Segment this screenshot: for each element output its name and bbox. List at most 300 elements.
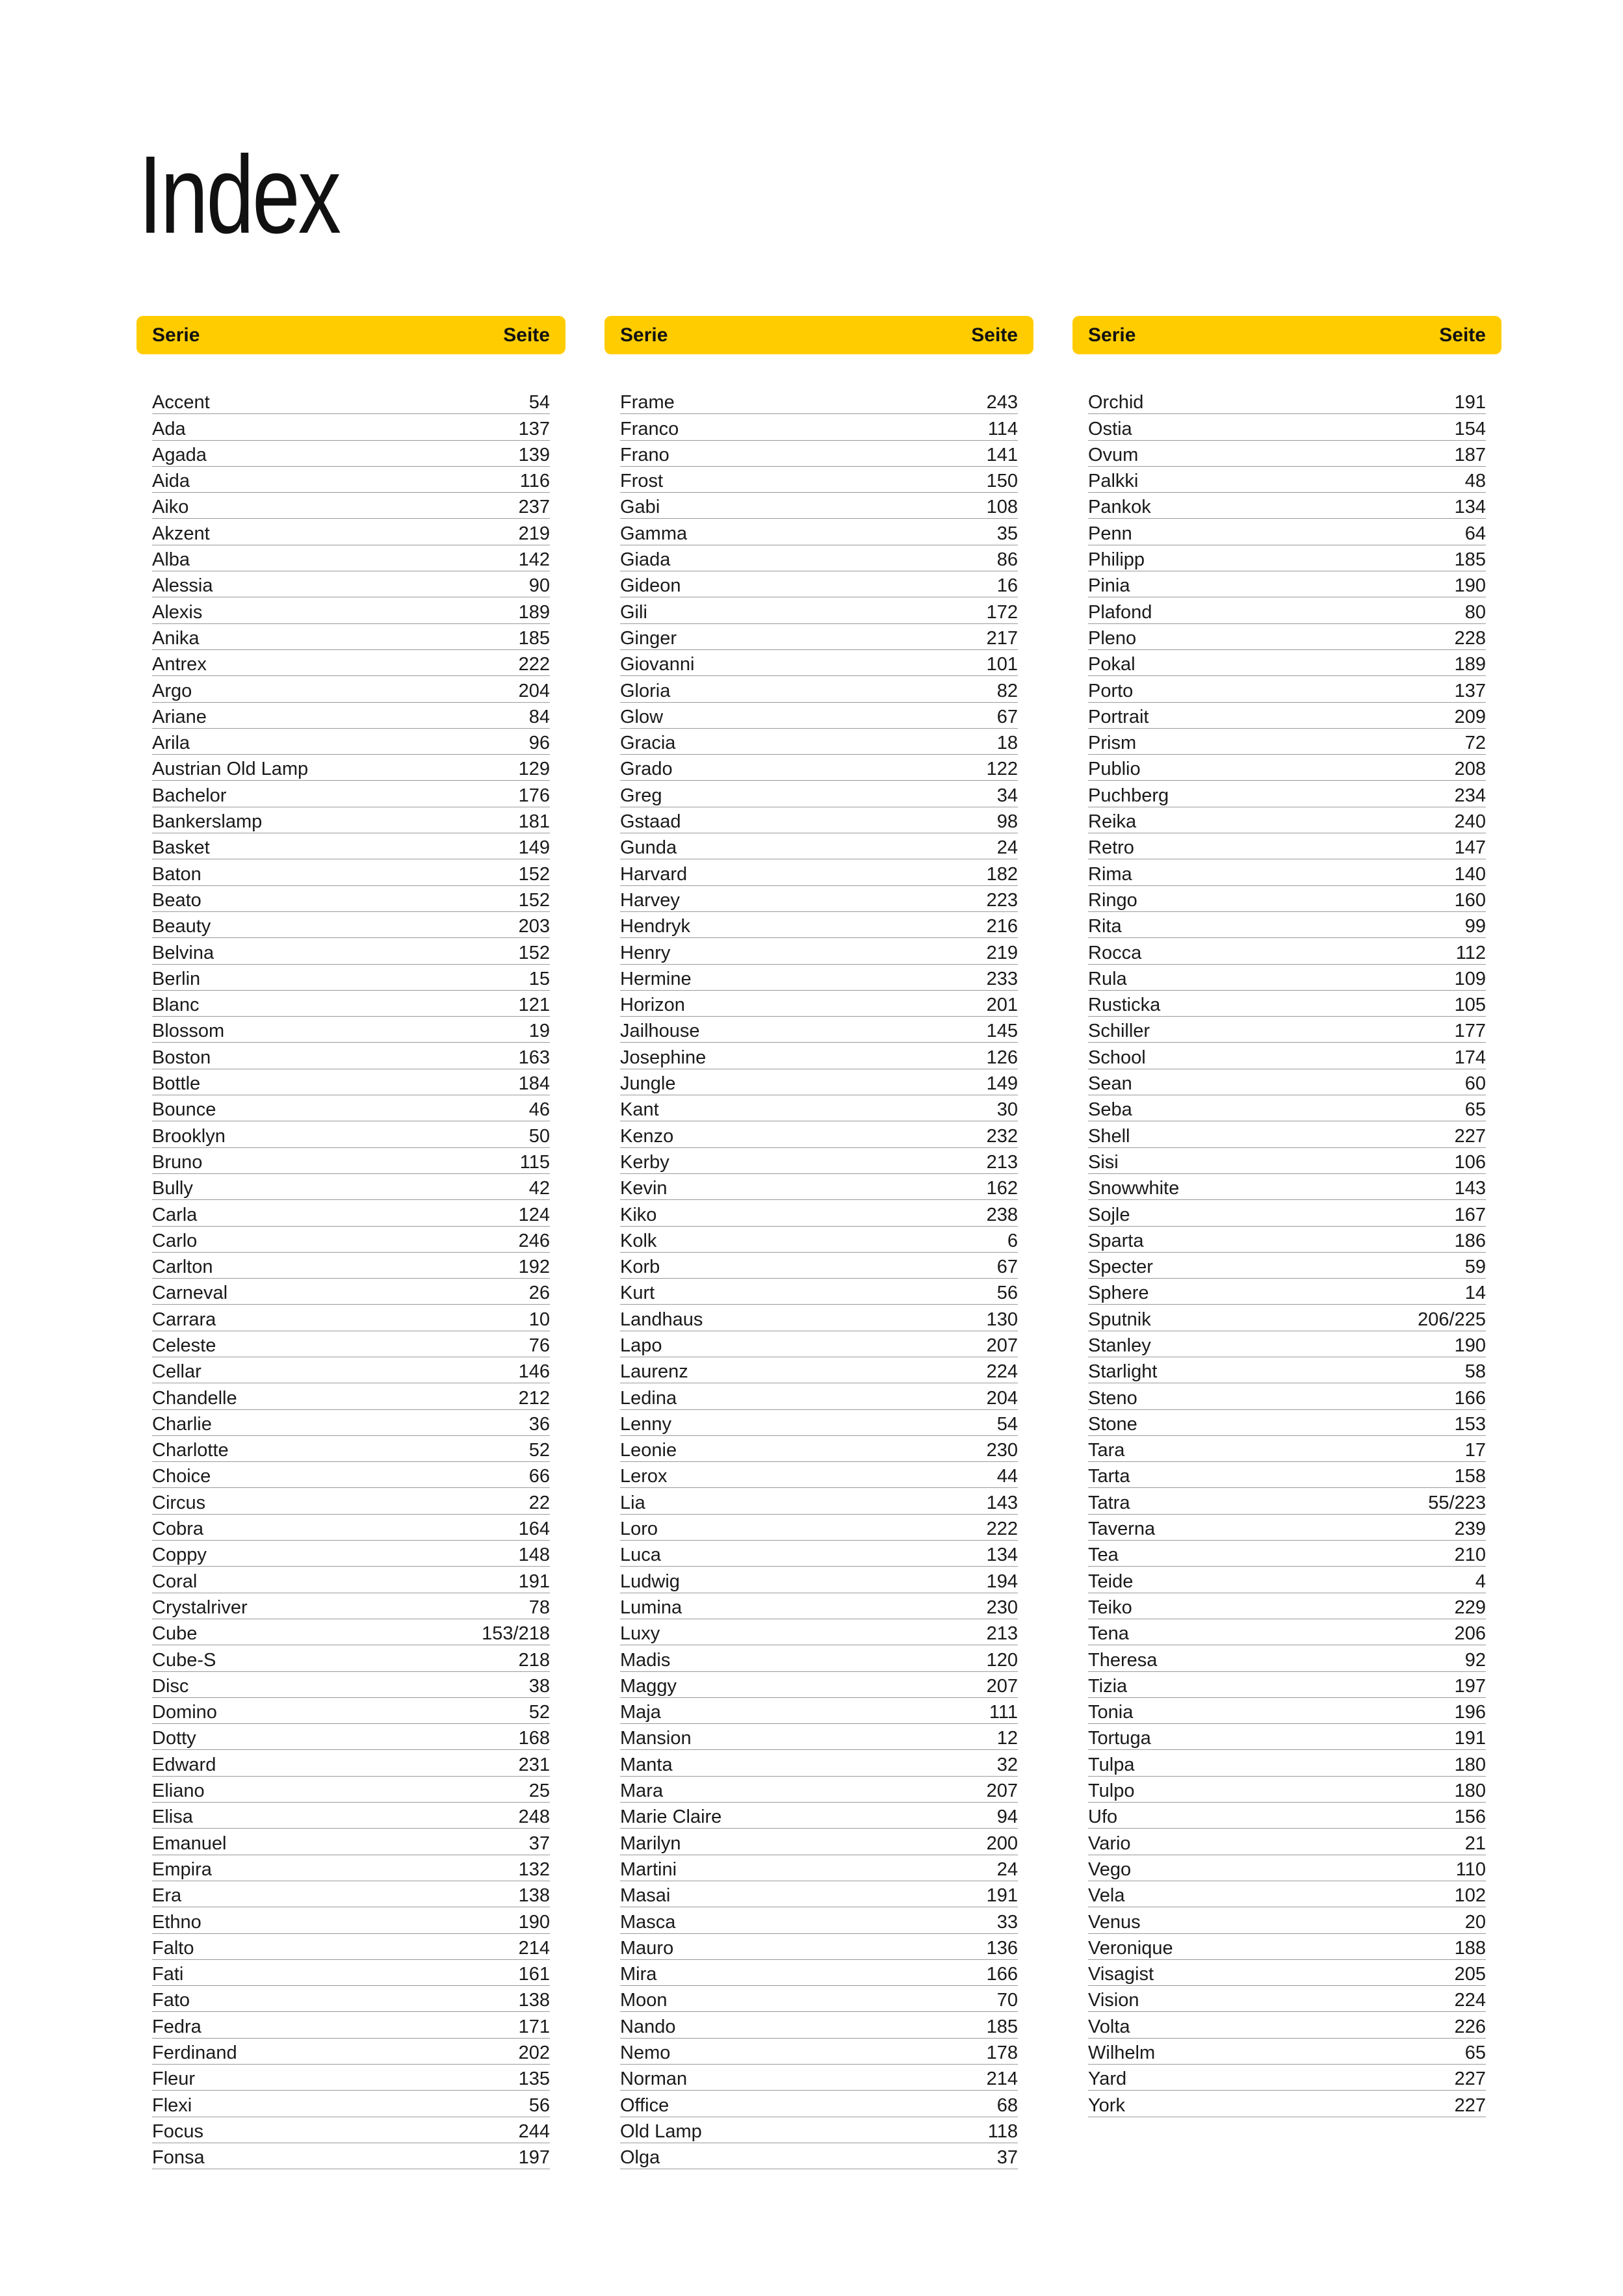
series-name: Nemo (620, 2042, 671, 2063)
series-name: Sparta (1088, 1230, 1144, 1251)
series-name: Veronique (1088, 1937, 1173, 1959)
series-name: Bruno (152, 1151, 203, 1173)
index-row (1088, 859, 1486, 885)
header-seite: Seite (503, 324, 550, 346)
page-number: 191 (986, 1885, 1018, 1907)
page-number: 152 (518, 863, 550, 885)
series-name: Antrex (152, 654, 207, 675)
series-name: Wilhelm (1088, 2042, 1156, 2063)
index-row (1088, 2065, 1486, 2091)
page-number: 227 (1454, 1125, 1486, 1147)
series-name: Arila (152, 733, 190, 754)
page-number: 189 (518, 601, 550, 623)
series-name: Luca (620, 1545, 661, 1566)
index-row (620, 1567, 1018, 1593)
page-number: 76 (528, 1335, 550, 1356)
series-name: Portrait (1088, 706, 1149, 727)
index-row (620, 1462, 1018, 1488)
page-number: 207 (986, 1781, 1018, 1802)
series-name: Starlight (1088, 1361, 1158, 1383)
page-number: 238 (986, 1204, 1018, 1225)
series-name: Gili (620, 601, 647, 623)
page-number: 237 (518, 497, 550, 518)
series-name: Palkki (1088, 471, 1139, 492)
index-row (1088, 912, 1486, 938)
page-number: 166 (1454, 1387, 1486, 1409)
page-number: 21 (1464, 1833, 1486, 1854)
index-row (620, 833, 1018, 859)
series-name: Stone (1088, 1413, 1137, 1435)
index-row (620, 755, 1018, 781)
page-number: 167 (1454, 1204, 1486, 1225)
index-row (620, 1410, 1018, 1436)
series-name: Cellar (152, 1361, 201, 1383)
page-number: 132 (518, 1859, 550, 1880)
index-row (620, 1541, 1018, 1567)
index-row (152, 1174, 550, 1200)
index-row (620, 1017, 1018, 1043)
page-number: 219 (986, 942, 1018, 963)
index-row (1088, 1777, 1486, 1803)
index-row (620, 1881, 1018, 1907)
page-number: 48 (1464, 471, 1486, 492)
page-number: 233 (986, 968, 1018, 989)
series-name: Argo (152, 680, 192, 701)
series-name: Pokal (1088, 654, 1136, 675)
series-name: Snowwhite (1088, 1178, 1180, 1199)
index-row (620, 1619, 1018, 1645)
series-name: Disc (152, 1675, 189, 1697)
series-name: Harvey (620, 889, 680, 911)
page-number: 92 (1464, 1649, 1486, 1671)
series-name: Domino (152, 1702, 217, 1723)
series-name: Bully (152, 1178, 193, 1199)
index-row (152, 676, 550, 702)
series-name: Yard (1088, 2068, 1127, 2090)
page-number: 206/225 (1418, 1309, 1486, 1330)
series-name: Chandelle (152, 1387, 237, 1409)
series-name: Tizia (1088, 1675, 1128, 1697)
index-row (620, 729, 1018, 755)
series-name: Fedra (152, 2016, 201, 2037)
page-number: 56 (996, 1283, 1018, 1304)
index-row (152, 1515, 550, 1541)
series-name: Sputnik (1088, 1309, 1151, 1330)
page-number: 16 (996, 575, 1018, 597)
series-name: Gstaad (620, 811, 681, 833)
series-name: Alessia (152, 575, 213, 597)
series-name: Masai (620, 1885, 671, 1907)
series-name: Kiko (620, 1204, 657, 1225)
index-row (1088, 2012, 1486, 2038)
series-name: Rima (1088, 863, 1132, 885)
index-row (620, 1148, 1018, 1174)
index-row (152, 1986, 550, 2012)
page-number: 153 (1454, 1413, 1486, 1435)
page-number: 143 (1454, 1178, 1486, 1199)
page-number: 33 (996, 1911, 1018, 1933)
index-row (152, 1960, 550, 1986)
page-number: 178 (986, 2042, 1018, 2063)
series-name: Rusticka (1088, 995, 1161, 1016)
series-name: Gunda (620, 837, 677, 859)
index-row (1088, 1462, 1486, 1488)
page-number: 205 (1454, 1964, 1486, 1985)
series-name: Aida (152, 471, 190, 492)
series-name: Empira (152, 1859, 212, 1880)
page-number: 65 (1464, 2042, 1486, 2063)
page-number: 37 (996, 2147, 1018, 2169)
series-name: Grado (620, 759, 673, 780)
index-row (620, 965, 1018, 991)
index-row (1088, 1645, 1486, 1671)
index-row (620, 1436, 1018, 1462)
page-number: 116 (519, 471, 550, 492)
series-name: Franco (620, 418, 679, 439)
page-number: 129 (518, 759, 550, 780)
index-row (620, 1986, 1018, 2012)
series-name: Carrara (152, 1309, 216, 1330)
series-name: Publio (1088, 759, 1141, 780)
series-name: Pinia (1088, 575, 1130, 597)
page-number: 122 (986, 759, 1018, 780)
index-row (152, 1200, 550, 1226)
index-row (1088, 1148, 1486, 1174)
series-name: Glow (620, 706, 664, 727)
series-name: Gabi (620, 497, 660, 518)
header-serie: Serie (152, 324, 200, 346)
page-number: 162 (986, 1178, 1018, 1199)
page-number: 182 (986, 863, 1018, 885)
series-name: Akzent (152, 523, 210, 544)
index-row (152, 755, 550, 781)
series-name: Visagist (1088, 1964, 1154, 1985)
page-number: 112 (1455, 942, 1486, 963)
series-name: Alba (152, 549, 190, 571)
page-number: 210 (1454, 1545, 1486, 1566)
series-name: Ufo (1088, 1807, 1118, 1828)
series-name: Jailhouse (620, 1021, 700, 1042)
index-row (152, 2012, 550, 2038)
index-row (1088, 1855, 1486, 1881)
series-name: Masca (620, 1911, 676, 1933)
series-name: Gideon (620, 575, 681, 597)
series-name: Basket (152, 837, 210, 859)
page-number: 216 (986, 916, 1018, 937)
index-row (152, 571, 550, 597)
series-name: Anika (152, 627, 200, 649)
series-name: Coral (152, 1571, 198, 1592)
index-row (620, 1357, 1018, 1383)
index-row (620, 1095, 1018, 1121)
page-number: 232 (986, 1125, 1018, 1147)
page-number: 223 (986, 889, 1018, 911)
series-name: Moon (620, 1990, 668, 2011)
index-row (152, 1121, 550, 1147)
page-number: 214 (518, 1937, 550, 1959)
series-name: Falto (152, 1937, 194, 1959)
page-number: 192 (518, 1257, 550, 1278)
page-number: 158 (1454, 1466, 1486, 1487)
page-number: 68 (996, 2094, 1018, 2116)
index-row (620, 624, 1018, 650)
series-name: Shell (1088, 1125, 1130, 1147)
page-number: 99 (1464, 916, 1486, 937)
index-row (620, 2091, 1018, 2117)
index-row (152, 1436, 550, 1462)
series-name: Rula (1088, 968, 1127, 989)
index-row (620, 2012, 1018, 2038)
series-name: Aiko (152, 497, 189, 518)
series-name: Maggy (620, 1675, 677, 1697)
series-name: Fonsa (152, 2147, 205, 2169)
page-number: 224 (986, 1361, 1018, 1383)
index-row (1088, 1069, 1486, 1095)
series-name: Sojle (1088, 1204, 1130, 1225)
index-row (620, 1069, 1018, 1095)
page-title: Index (138, 133, 339, 257)
page-number: 185 (986, 2016, 1018, 2037)
series-name: Bankerslamp (152, 811, 263, 833)
series-name: Steno (1088, 1387, 1137, 1409)
page-number: 243 (986, 392, 1018, 413)
index-row (620, 388, 1018, 414)
series-name: Kurt (620, 1283, 655, 1304)
page-number: 19 (528, 1021, 550, 1042)
index-row (152, 781, 550, 807)
series-name: Cube-S (152, 1649, 216, 1671)
index-row (1088, 1986, 1486, 2012)
page-number: 152 (518, 942, 550, 963)
index-row (620, 2065, 1018, 2091)
index-row (152, 2065, 550, 2091)
series-name: Olga (620, 2147, 660, 2169)
series-name: Harvard (620, 863, 688, 885)
index-row (1088, 1043, 1486, 1069)
page-number: 106 (1454, 1151, 1486, 1173)
index-row (1088, 1017, 1486, 1043)
series-name: Theresa (1088, 1649, 1158, 1671)
index-row (620, 1200, 1018, 1226)
index-row (152, 1017, 550, 1043)
series-name: Manta (620, 1754, 673, 1775)
page-number: 78 (528, 1597, 550, 1618)
index-row (152, 859, 550, 885)
page-number: 54 (528, 392, 550, 413)
index-row (152, 1855, 550, 1881)
page-number: 72 (1464, 733, 1486, 754)
index-row (620, 467, 1018, 493)
page-number: 227 (1454, 2094, 1486, 2116)
page-number: 222 (518, 654, 550, 675)
page-number: 203 (518, 916, 550, 937)
series-name: Mansion (620, 1728, 692, 1749)
series-name: Carlo (152, 1230, 198, 1251)
index-row (620, 1121, 1018, 1147)
page-number: 150 (986, 471, 1018, 492)
page-number: 147 (1454, 837, 1486, 859)
index-row (1088, 1881, 1486, 1907)
index-row (152, 703, 550, 729)
page-number: 55/223 (1428, 1492, 1486, 1513)
series-name: Charlie (152, 1413, 212, 1435)
index-row (152, 938, 550, 964)
series-name: Hendryk (620, 916, 690, 937)
page-number: 108 (986, 497, 1018, 518)
page-number: 244 (518, 2120, 550, 2142)
series-name: Lia (620, 1492, 645, 1513)
index-row (1088, 624, 1486, 650)
page-number: 174 (1454, 1047, 1486, 1068)
page-number: 231 (518, 1754, 550, 1775)
series-name: Seba (1088, 1099, 1132, 1121)
index-row (1088, 1331, 1486, 1357)
series-name: Ferdinand (152, 2042, 237, 2063)
series-name: Office (620, 2094, 669, 2116)
index-row (1088, 1200, 1486, 1226)
page-number: 207 (986, 1675, 1018, 1697)
page-number: 191 (518, 1571, 550, 1592)
index-row (1088, 571, 1486, 597)
page-number: 110 (1455, 1859, 1486, 1880)
page-number: 230 (986, 1440, 1018, 1461)
index-row (152, 991, 550, 1017)
index-row (1088, 1698, 1486, 1724)
series-name: Eliano (152, 1781, 205, 1802)
index-row (152, 493, 550, 519)
index-row (152, 1907, 550, 1933)
series-name: Lerox (620, 1466, 668, 1487)
series-name: Reika (1088, 811, 1137, 833)
series-name: Sphere (1088, 1283, 1149, 1304)
series-name: Fato (152, 1990, 190, 2011)
index-row (1088, 1357, 1486, 1383)
page-number: 234 (1454, 785, 1486, 806)
series-name: Schiller (1088, 1021, 1150, 1042)
series-name: Edward (152, 1754, 216, 1775)
page-number: 171 (518, 2016, 550, 2037)
index-row (620, 597, 1018, 623)
index-row (620, 441, 1018, 467)
index-row (1088, 441, 1486, 467)
index-row (1088, 2091, 1486, 2117)
index-row (1088, 467, 1486, 493)
index-row (620, 1227, 1018, 1253)
index-row (152, 388, 550, 414)
index-row (152, 1148, 550, 1174)
page-number: 134 (1454, 497, 1486, 518)
series-name: Focus (152, 2120, 203, 2142)
page-number: 126 (986, 1047, 1018, 1068)
series-name: Accent (152, 392, 210, 413)
series-name: Vision (1088, 1990, 1139, 2011)
page-number: 98 (996, 811, 1018, 833)
page-number: 60 (1464, 1073, 1486, 1095)
page-number: 58 (1464, 1361, 1486, 1383)
page-number: 240 (1454, 811, 1486, 833)
series-name: Venus (1088, 1911, 1141, 1933)
series-name: Sean (1088, 1073, 1132, 1095)
index-row (1088, 650, 1486, 676)
page-number: 189 (1454, 654, 1486, 675)
page-number: 191 (1454, 1728, 1486, 1749)
index-row (620, 2039, 1018, 2065)
series-name: Korb (620, 1257, 660, 1278)
series-name: Greg (620, 785, 662, 806)
page-number: 130 (986, 1309, 1018, 1330)
page-number: 149 (518, 837, 550, 859)
index-row (152, 519, 550, 545)
series-name: Circus (152, 1492, 206, 1513)
series-name: Leonie (620, 1440, 677, 1461)
index-row (152, 1357, 550, 1383)
page-number: 139 (518, 444, 550, 465)
index-row (620, 807, 1018, 833)
series-name: Bachelor (152, 785, 227, 806)
page-number: 136 (986, 1937, 1018, 1959)
index-row (1088, 1619, 1486, 1645)
page-number: 142 (518, 549, 550, 571)
page-number: 86 (996, 549, 1018, 571)
index-row (620, 414, 1018, 440)
series-name: School (1088, 1047, 1146, 1068)
page-number: 120 (986, 1649, 1018, 1671)
index-row (620, 1855, 1018, 1881)
series-name: Choice (152, 1466, 211, 1487)
index-row (620, 1305, 1018, 1331)
page-number: 115 (519, 1151, 550, 1173)
index-row (620, 859, 1018, 885)
index-row (1088, 1095, 1486, 1121)
index-row (152, 1777, 550, 1803)
page-number: 67 (996, 706, 1018, 727)
series-name: Blossom (152, 1021, 225, 1042)
index-row (152, 965, 550, 991)
index-column-2 (604, 316, 1033, 2169)
page-number: 207 (986, 1335, 1018, 1356)
index-row (152, 1253, 550, 1279)
page-number: 166 (986, 1964, 1018, 1985)
index-row (1088, 1383, 1486, 1409)
index-row (1088, 1121, 1486, 1147)
series-name: Luxy (620, 1623, 660, 1645)
page-number: 124 (518, 1204, 550, 1225)
page-number: 102 (1454, 1885, 1486, 1907)
page-number: 105 (1454, 995, 1486, 1016)
index-row (1088, 1515, 1486, 1541)
page-number: 34 (996, 785, 1018, 806)
page-number: 172 (986, 601, 1018, 623)
page-number: 196 (1454, 1702, 1486, 1723)
index-row (1088, 1724, 1486, 1750)
series-name: Tarta (1088, 1466, 1130, 1487)
index-row (620, 912, 1018, 938)
page-number: 111 (989, 1702, 1018, 1723)
page-number: 187 (1454, 444, 1486, 465)
page-number: 114 (987, 418, 1018, 439)
page-number: 52 (528, 1702, 550, 1723)
column-header (136, 316, 565, 354)
index-row (1088, 1567, 1486, 1593)
series-name: Ringo (1088, 889, 1137, 911)
index-row (620, 1934, 1018, 1960)
index-row (152, 1331, 550, 1357)
index-row (1088, 1750, 1486, 1776)
page-number: 137 (518, 418, 550, 439)
page-number: 135 (518, 2068, 550, 2090)
page-number: 32 (996, 1754, 1018, 1775)
page-number: 246 (518, 1230, 550, 1251)
